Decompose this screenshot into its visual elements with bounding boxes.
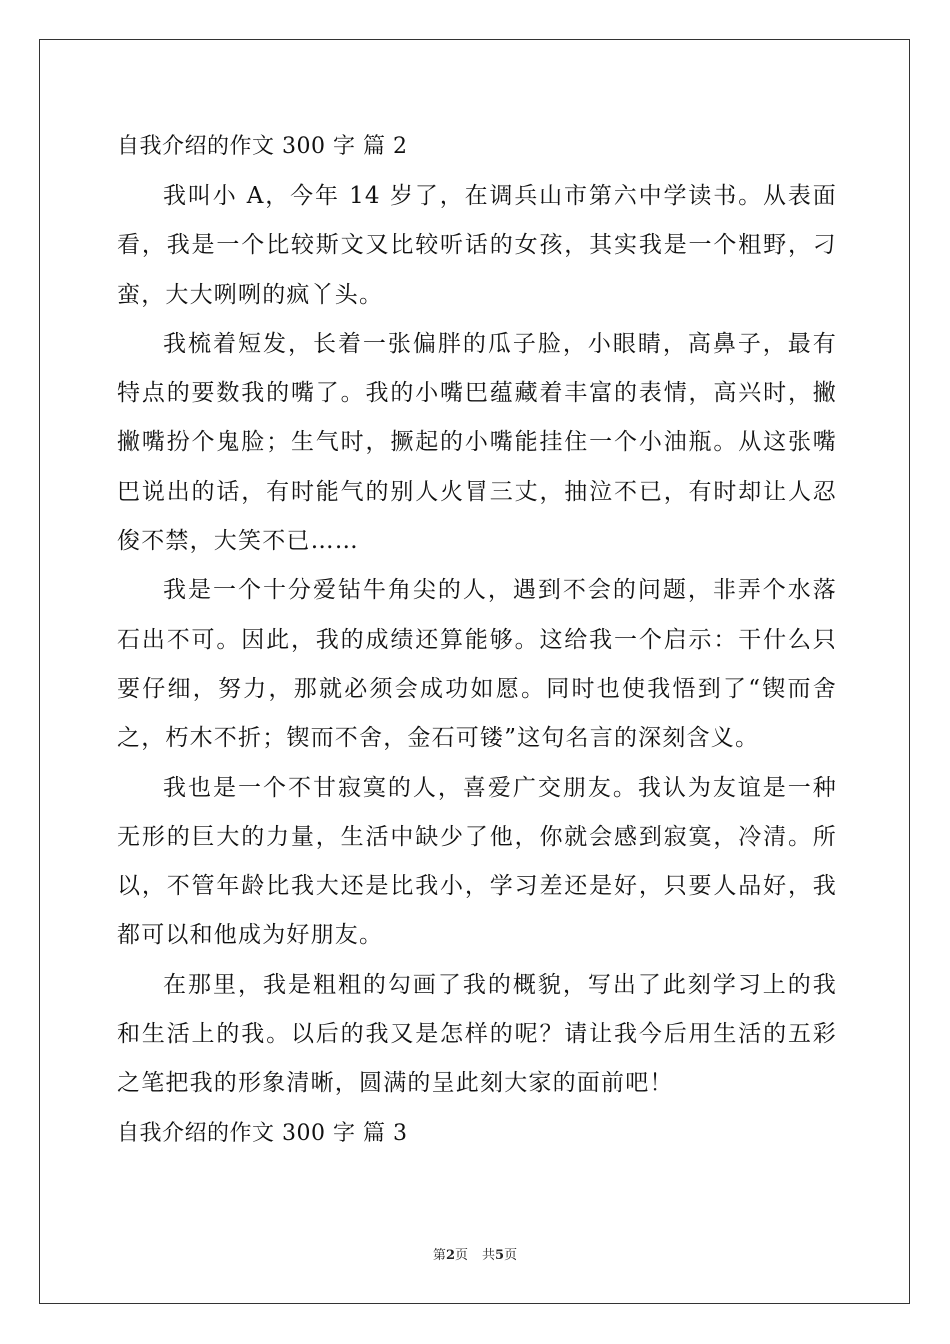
section-heading: 自我介绍的作文 300 字 篇 2 xyxy=(117,134,408,159)
section-heading: 自我介绍的作文 300 字 篇 3 xyxy=(117,1120,408,1146)
paragraph: 我是一个十分爱钻牛角尖的人，遇到不会的问题，非弄个水落石出不可。因此，我的成绩还算能够。这给我一个启示：干什么只要仔细，努力，那就必须会成功如愿。同时也使我悟到了“锲而舍之，朽木不折；锲而不舍，金石可镂”这句名言的深刻含义。 xyxy=(117,577,837,752)
page-total-prefix: 共 xyxy=(482,1248,496,1263)
page-number-suffix: 页 xyxy=(454,1248,468,1263)
paragraph: 我也是一个不甘寂寞的人，喜爱广交朋友。我认为友谊是一种无形的巨大的力量，生活中缺少了他，你就会感到寂寞，冷清。所以，不管年龄比我大还是比我小，学习差还是好，只要人品好，我都可以和他成为好朋友。 xyxy=(117,774,837,949)
page-total-suffix: 页 xyxy=(504,1248,518,1263)
paragraph: 在那里，我是粗粗的勾画了我的概貌，写出了此刻学习上的我和生活上的我。以后的我又是怎样的呢？请让我今后用生活的五彩之笔把我的形象清晰，圆满的呈此刻大家的面前吧！ xyxy=(117,971,837,1097)
paragraph: 我叫小 A，今年 14 岁了，在调兵山市第六中学读书。从表面看，我是一个比较斯文又比较听话的女孩，其实我是一个粗野，刁蛮，大大咧咧的疯丫头。 xyxy=(117,183,837,308)
paragraph: 我梳着短发，长着一张偏胖的瓜子脸，小眼睛，高鼻子，最有特点的要数我的嘴了。我的小嘴巴蕴藏着丰富的表情，高兴时，撇撇嘴扮个鬼脸；生气时，撅起的小嘴能挂住一个小油瓶。从这张嘴巴说出的话，有时能气的别人火冒三丈，抽泣不已，有时却让人忍俊不禁，大笑不已…… xyxy=(117,330,837,555)
page-number-prefix: 第 xyxy=(432,1248,446,1263)
page-number-current: 2 xyxy=(445,1248,455,1263)
page-footer xyxy=(0,1246,950,1266)
document-body xyxy=(117,122,837,1159)
page-number-total: 5 xyxy=(495,1248,505,1263)
